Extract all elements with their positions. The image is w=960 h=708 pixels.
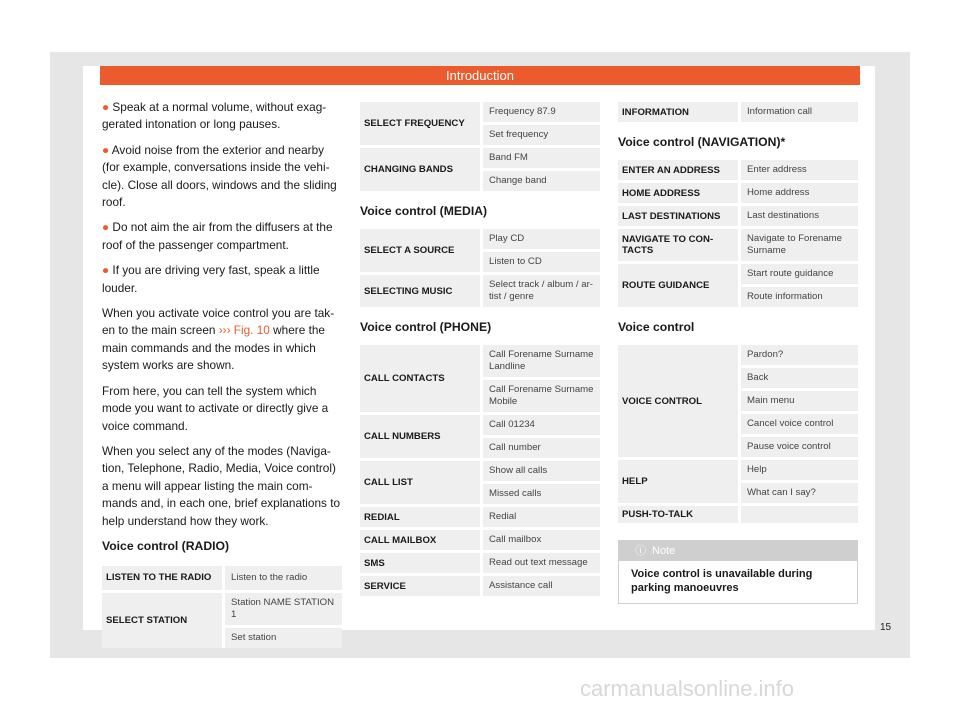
command-value: Cancel voice control xyxy=(738,414,858,434)
command-value: Information call xyxy=(738,102,858,122)
table-row xyxy=(360,461,600,481)
bullet-item xyxy=(102,219,342,254)
command-value: Home address xyxy=(738,183,858,203)
paragraph: From here, you can tell the system which mode you want to activate or directly give a voice command. xyxy=(102,383,329,433)
command-key: HOME ADDRESS xyxy=(618,183,738,203)
section-header: Introduction xyxy=(100,66,860,85)
command-key: LAST DESTINATIONS xyxy=(618,206,738,226)
command-value: Call number xyxy=(480,438,600,458)
bullet-item xyxy=(102,99,342,134)
command-key: CHANGING BANDS xyxy=(360,148,480,191)
command-value: Route information xyxy=(738,287,858,307)
table-row xyxy=(618,460,858,480)
bullet-text: Do not aim the air from the diffusers at the roof of the passenger compartment. xyxy=(102,220,333,252)
command-value: Call 01234 xyxy=(480,415,600,435)
media-section-title: Voice control (MEDIA) xyxy=(360,204,488,218)
command-value: Pause voice control xyxy=(738,437,858,457)
table-row xyxy=(618,102,858,122)
bullet-text: If you are driving very fast, speak a little louder. xyxy=(102,263,320,295)
command-value: Frequency 87.9 xyxy=(480,102,600,122)
table-row xyxy=(360,275,600,307)
command-value: Main menu xyxy=(738,391,858,411)
table-row xyxy=(360,553,600,573)
command-value: Read out text message xyxy=(480,553,600,573)
command-value: Assistance call xyxy=(480,576,600,596)
command-key: ROUTE GUIDANCE xyxy=(618,264,738,307)
table-row xyxy=(360,229,600,249)
command-key: REDIAL xyxy=(360,507,480,527)
bullet-text: Speak at a normal volume, without exag-gerated intonation or long pauses. xyxy=(102,100,327,132)
command-key: SERVICE xyxy=(360,576,480,596)
paragraph: When you select any of the modes (Naviga-tion, Telephone, Radio, Media, Voice control) a menu will appear listing the main com-mands and, in each one, brief explanations to help understand how they work. xyxy=(102,443,341,528)
bullet-item xyxy=(102,142,342,212)
table-row xyxy=(102,593,342,625)
command-value: Call mailbox xyxy=(480,530,600,550)
table-row xyxy=(360,507,600,527)
command-value: Redial xyxy=(480,507,600,527)
table-row xyxy=(360,148,600,168)
table-row xyxy=(618,264,858,284)
command-value xyxy=(738,506,858,523)
voice-section-title: Voice control xyxy=(618,320,695,334)
command-key: SELECT A SOURCE xyxy=(360,229,480,272)
command-value: Pardon? xyxy=(738,345,858,365)
watermark: carmanualsonline.info xyxy=(580,676,795,701)
phone-table xyxy=(360,342,600,599)
note-label: Note xyxy=(652,545,676,557)
table-row xyxy=(618,160,858,180)
command-value: Back xyxy=(738,368,858,388)
bullet-text: Avoid noise from the exterior and nearby (for example, conversations inside the vehi-cle). Close all doors, windows and the sliding roof. xyxy=(102,142,337,210)
column-left xyxy=(102,99,342,651)
table-row xyxy=(360,576,600,596)
command-value: Last destinations xyxy=(738,206,858,226)
bullet-icon: ● xyxy=(102,100,110,114)
command-key: NAVIGATE TO CON-TACTS xyxy=(618,229,738,261)
bullet-item xyxy=(102,262,342,297)
table-row xyxy=(360,345,600,377)
command-value: Station NAME STATION 1 xyxy=(222,593,342,625)
radio-continued-table xyxy=(360,99,600,194)
command-key: INFORMATION xyxy=(618,102,738,122)
command-key: SELECT STATION xyxy=(102,593,222,648)
page-number: 15 xyxy=(880,622,892,633)
command-value: Call Forename Surname Landline xyxy=(480,345,600,377)
note-header xyxy=(619,541,857,561)
command-value: Navigate to Forename Surname xyxy=(738,229,858,261)
command-value: Show all calls xyxy=(480,461,600,481)
command-key: LISTEN TO THE RADIO xyxy=(102,566,222,589)
paragraph-text: When you activate voice control you are tak-en to the main screen xyxy=(102,306,335,338)
table-row xyxy=(360,415,600,435)
command-value: Start route guidance xyxy=(738,264,858,284)
voice-table xyxy=(618,342,858,526)
command-value: Set frequency xyxy=(480,125,600,145)
command-value: Help xyxy=(738,460,858,480)
radio-section-title: Voice control (RADIO) xyxy=(102,538,230,553)
command-key: SELECT FREQUENCY xyxy=(360,102,480,145)
information-table xyxy=(618,99,858,125)
command-key: PUSH-TO-TALK xyxy=(618,506,738,523)
column-middle xyxy=(360,99,600,599)
bullet-icon: ● xyxy=(102,142,110,157)
command-value: Missed calls xyxy=(480,484,600,504)
bullet-icon: ● xyxy=(102,263,110,278)
phone-section-title: Voice control (PHONE) xyxy=(360,320,492,334)
command-value: Enter address xyxy=(738,160,858,180)
command-key: HELP xyxy=(618,460,738,503)
note-box xyxy=(618,540,858,604)
command-value: Play CD xyxy=(480,229,600,249)
command-value: Listen to CD xyxy=(480,252,600,272)
command-key: CALL MAILBOX xyxy=(360,530,480,550)
paragraph-text: where the main commands and the modes in which system works are shown. xyxy=(102,323,325,373)
table-row xyxy=(618,345,858,365)
command-key: ENTER AN ADDRESS xyxy=(618,160,738,180)
command-key: SMS xyxy=(360,553,480,573)
command-value: Band FM xyxy=(480,148,600,168)
radio-table xyxy=(102,563,342,650)
command-value: Change band xyxy=(480,171,600,191)
command-value: What can I say? xyxy=(738,483,858,503)
command-value: Listen to the radio xyxy=(222,566,342,589)
navigation-table xyxy=(618,157,858,310)
command-key: CALL NUMBERS xyxy=(360,415,480,458)
navigation-section-title: Voice control (NAVIGATION)* xyxy=(618,135,786,149)
command-value: Select track / album / ar-tist / genre xyxy=(480,275,600,307)
column-right xyxy=(618,99,858,604)
table-row xyxy=(102,566,342,589)
command-key: CALL CONTACTS xyxy=(360,345,480,412)
command-value: Set station xyxy=(222,628,342,648)
table-row xyxy=(618,183,858,203)
command-value: Call Forename Surname Mobile xyxy=(480,380,600,412)
media-table xyxy=(360,226,600,310)
table-row xyxy=(360,530,600,550)
command-key: CALL LIST xyxy=(360,461,480,504)
table-row xyxy=(618,206,858,226)
table-row xyxy=(618,506,858,523)
paragraph xyxy=(102,305,342,375)
figure-link[interactable]: ››› Fig. 10 xyxy=(218,323,270,338)
bullet-icon: ● xyxy=(102,220,110,235)
note-text: Voice control is unavailable during parking manoeuvres xyxy=(631,568,813,594)
command-key: VOICE CONTROL xyxy=(618,345,738,457)
table-row xyxy=(360,102,600,122)
table-row xyxy=(618,229,858,261)
info-icon: ⓘ xyxy=(635,545,646,557)
command-key: SELECTING MUSIC xyxy=(360,275,480,307)
